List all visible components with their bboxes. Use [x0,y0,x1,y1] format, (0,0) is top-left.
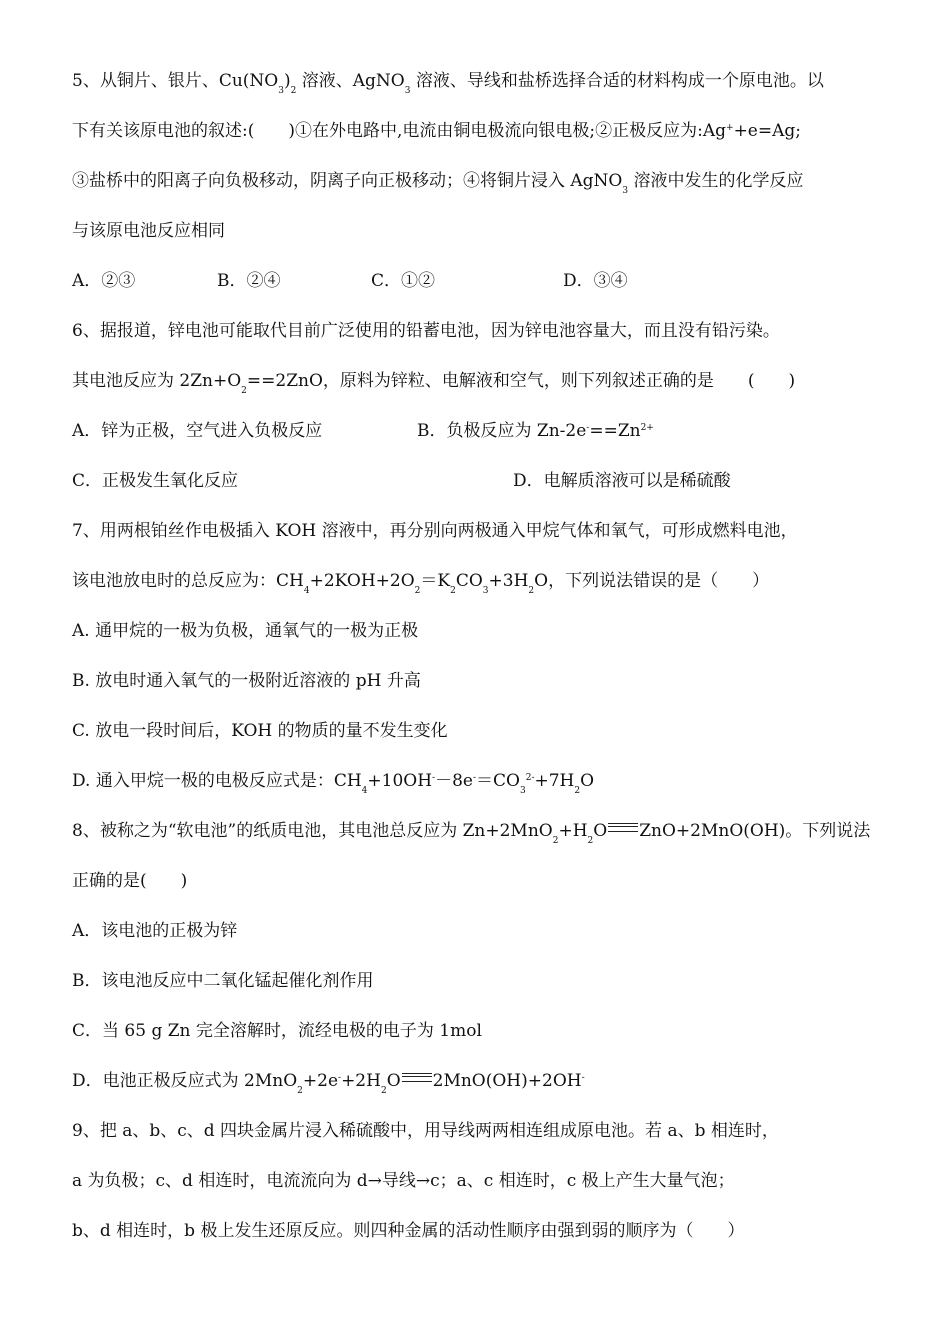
q5-sup-1: + [726,123,734,133]
q6-sub-1: 2 [241,386,247,396]
q7-optd-text-e: +7H [534,771,575,791]
q7-option-a: A. 通甲烷的一极为负极，通氧气的一极为正极 [72,621,419,641]
q5-text-2b: +e=Ag; [733,121,801,141]
q9-line-3: b、d 相连时，b 极上发生还原反应。则四种金属的活动性顺序由强到弱的顺序为（ ） [72,1221,745,1241]
q7-optd-sup-3: 2- [525,773,535,783]
q8-sub-1: 2 [552,836,559,846]
q5-text-3a: ③盐桥中的阳离子向负极移动，阴离子向正极移动；④将铜片浸入 AgNO [72,171,623,191]
q5-text-1d: 溶液、导线和盐桥选择合适的材料构成一个原电池。以 [410,71,824,91]
q7-text-b: +2KOH+2O [309,571,415,591]
q6-optb-text-b: ==Zn [589,421,641,441]
q8-line-2: 正确的是( ) [72,871,188,891]
q6-text-2a: 其电池反应为 2Zn+O [72,371,242,391]
q5-line-3 [72,166,890,196]
q7-line-2 [72,566,890,596]
q5-line-4: 与该原电池反应相同 [72,221,225,241]
q5-sub-4: 3 [622,186,629,196]
q8-option-d [72,1066,890,1096]
q7-optd-text-b: +10OH [367,771,433,791]
q9-line-2: a 为负极；c、d 相连时，电流流向为 d→导线→c；a、c 相连时，c 极上产生大量气泡； [72,1171,735,1191]
q6-optb-sup-1: - [586,423,590,433]
q8-text-b: +H [558,821,588,841]
q7-sub-5: 2 [528,586,535,596]
q6-optb-text-a: B．负极反应为 Zn-2e [417,421,587,441]
q7-line-1: 7、用两根铂丝作电极插入 KOH 溶液中，再分别向两极通入甲烷气体和氧气，可形成燃料电池， [72,521,798,541]
q7-sub-4: 3 [482,586,489,596]
q8-sub-2: 2 [587,836,594,846]
q8-option-c: C．当 65 g Zn 完全溶解时，流经电极的电子为 1mol [72,1021,482,1041]
q7-sub-1: 4 [303,586,310,596]
q5-option-c: C．①② [371,271,436,291]
q6-option-a: A．锌为正极，空气进入负极反应 [72,421,323,441]
q7-optd-text-a: D. 通入甲烷一极的电极反应式是：CH [72,771,362,791]
q8-optd-text-b: +2e [302,1071,339,1091]
q8-optd-text-e: 2MnO(OH)+2OH [432,1071,582,1091]
q7-text-a: 该电池放电时的总反应为：CH [72,571,304,591]
q7-text-c: ＝K [420,571,451,591]
q8-optd-text-c: +2H [341,1071,381,1091]
q7-option-d [72,766,890,796]
q7-optd-text-d: ＝CO [476,771,520,791]
q5-option-d: D．③④ [563,271,628,291]
q7-optd-text-c: －8e [435,771,473,791]
q9-line-1: 9、把 a、b、c、d 四块金属片浸入稀硫酸中，用导线两两相连组成原电池。若 a、b 相连时， [72,1121,779,1141]
q7-optd-sub-3: 2 [574,786,581,796]
q7-sub-3: 2 [450,586,456,596]
equals-sign-icon [402,1073,432,1082]
q8-option-a: A．该电池的正极为锌 [72,921,238,941]
q6-option-d: D．电解质溶液可以是稀硫酸 [513,471,731,491]
q5-text-2a: 下有关该原电池的叙述:( )①在外电路中,电流由铜电极流向银电极;②正极反应为:Ag [72,121,727,141]
q8-option-b: B．该电池反应中二氧化锰起催化剂作用 [72,971,374,991]
q5-text-1b: ) [283,71,291,91]
q7-text-e: +3H [488,571,529,591]
q5-text-1c: 溶液、AgNO [296,71,405,91]
q8-line-1 [72,816,890,846]
q7-optd-text-f: O [580,771,595,791]
q8-optd-sup-1: - [338,1073,342,1083]
q5-line-1 [72,66,890,96]
q7-text-d: CO [455,571,483,591]
q6-line-2 [72,366,890,396]
q8-optd-text-d: O [386,1071,401,1091]
q6-option-c: C．正极发生氧化反应 [72,471,239,491]
q7-text-f: O，下列说法错误的是（ ） [534,571,770,591]
q5-text-1a: 5、从铜片、银片、Cu(NO [72,71,279,91]
q7-optd-sub-2: 3 [519,786,526,796]
q7-option-c: C. 放电一段时间后，KOH 的物质的量不发生变化 [72,721,448,741]
q5-text-3b: 溶液中发生的化学反应 [628,171,804,191]
q6-text-2b: ==2ZnO，原料为锌粒、电解液和空气，则下列叙述正确的是 ( ) [246,371,796,391]
q6-optb-sup-2: 2+ [640,423,654,433]
q7-optd-sub-1: 4 [361,786,368,796]
q8-text-a: 8、被称之为“软电池”的纸质电池，其电池总反应为 Zn+2MnO [72,821,553,841]
q8-optd-sup-2: - [581,1073,585,1083]
q6-option-b [417,416,654,446]
q7-optd-sup-1: - [432,773,436,783]
q8-text-c: O [593,821,608,841]
q7-optd-sup-2: - [472,773,477,783]
q7-sub-2: 2 [414,586,421,596]
q5-line-2 [72,116,890,146]
equals-sign-icon [608,823,638,832]
q8-optd-sub-2: 2 [380,1086,387,1096]
q7-option-b: B. 放电时通入氧气的一极附近溶液的 pH 升高 [72,671,421,691]
q5-sub-2: 2 [290,86,297,96]
q6-line-1: 6、据报道，锌电池可能取代目前广泛使用的铅蓄电池，因为锌电池容量大，而且没有铅污染。 [72,321,780,341]
q5-sub-3: 3 [404,86,411,96]
q5-option-b: B．②④ [217,271,281,291]
q8-text-d: ZnO+2MnO(OH)。下列说法 [639,821,871,841]
q5-sub-1: 3 [278,86,284,96]
q5-option-a: A．②③ [72,271,136,291]
q8-optd-sub-1: 2 [297,1086,303,1096]
q8-optd-text-a: D．电池正极反应式为 2MnO [72,1071,298,1091]
